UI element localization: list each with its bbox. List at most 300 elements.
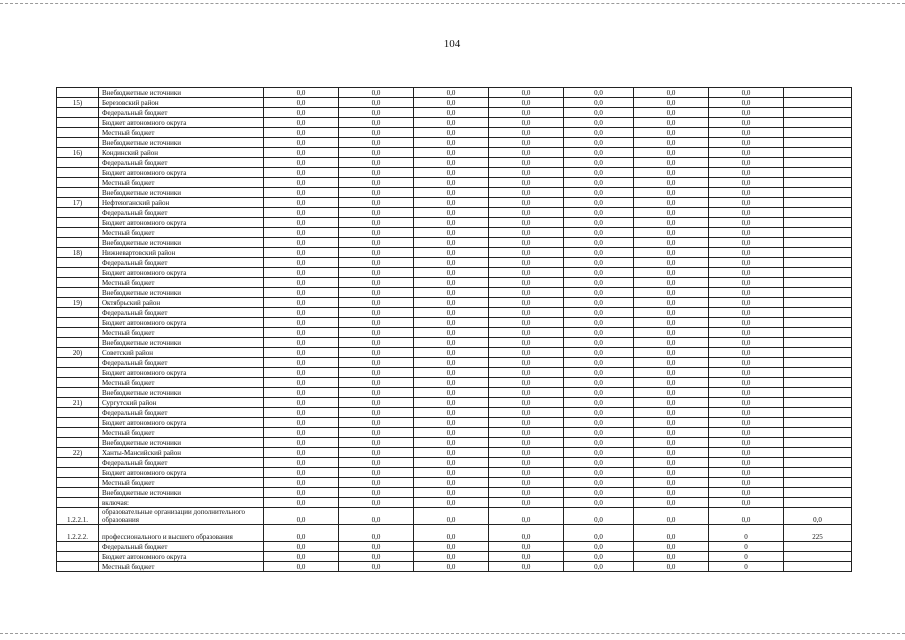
page-number: 104 xyxy=(443,38,461,50)
row-number xyxy=(57,468,99,478)
row-number: 16) xyxy=(57,148,99,158)
value-cell: 0,0 xyxy=(414,288,489,298)
row-number xyxy=(57,418,99,428)
value-cell: 0,0 xyxy=(339,338,414,348)
value-cell: 0,0 xyxy=(564,488,634,498)
row-number xyxy=(57,118,99,128)
value-cell: 0,0 xyxy=(564,478,634,488)
value-cell: 0,0 xyxy=(709,278,784,288)
value-cell xyxy=(784,248,852,258)
value-cell: 0,0 xyxy=(339,508,414,525)
table-row xyxy=(57,418,852,428)
table-row xyxy=(57,228,852,238)
value-cell xyxy=(784,338,852,348)
value-cell: 0,0 xyxy=(564,358,634,368)
value-cell: 0,0 xyxy=(414,258,489,268)
value-cell: 0 xyxy=(709,542,784,552)
value-cell: 0,0 xyxy=(414,448,489,458)
value-cell: 0,0 xyxy=(339,298,414,308)
value-cell: 0,0 xyxy=(414,88,489,98)
value-cell: 0,0 xyxy=(634,298,709,308)
table-row xyxy=(57,98,852,108)
table-row xyxy=(57,198,852,208)
value-cell: 0,0 xyxy=(339,148,414,158)
value-cell: 0,0 xyxy=(264,348,339,358)
value-cell: 0,0 xyxy=(489,358,564,368)
value-cell: 0,0 xyxy=(414,318,489,328)
value-cell xyxy=(784,98,852,108)
budget-table xyxy=(56,87,852,572)
value-cell: 0,0 xyxy=(634,562,709,572)
row-number xyxy=(57,408,99,418)
table-row xyxy=(57,398,852,408)
table-row xyxy=(57,298,852,308)
value-cell: 0,0 xyxy=(264,418,339,428)
value-cell: 0,0 xyxy=(709,118,784,128)
row-label: Внебюджетные источники xyxy=(99,338,264,348)
value-cell: 0,0 xyxy=(564,368,634,378)
value-cell: 0,0 xyxy=(414,308,489,318)
value-cell: 0,0 xyxy=(709,198,784,208)
value-cell: 0,0 xyxy=(414,198,489,208)
value-cell: 0,0 xyxy=(634,542,709,552)
table-row xyxy=(57,188,852,198)
value-cell: 0,0 xyxy=(339,468,414,478)
value-cell xyxy=(784,552,852,562)
table-row xyxy=(57,138,852,148)
row-number xyxy=(57,368,99,378)
value-cell xyxy=(784,178,852,188)
value-cell: 0,0 xyxy=(414,148,489,158)
value-cell: 0,0 xyxy=(489,368,564,378)
value-cell: 0,0 xyxy=(414,128,489,138)
value-cell: 0,0 xyxy=(414,418,489,428)
row-number xyxy=(57,238,99,248)
value-cell: 0,0 xyxy=(634,218,709,228)
table-row xyxy=(57,552,852,562)
table-row xyxy=(57,328,852,338)
value-cell: 0,0 xyxy=(414,98,489,108)
value-cell: 0,0 xyxy=(339,562,414,572)
value-cell: 0,0 xyxy=(634,238,709,248)
value-cell: 0,0 xyxy=(489,448,564,458)
value-cell: 0,0 xyxy=(634,525,709,542)
value-cell: 0,0 xyxy=(634,208,709,218)
value-cell: 0,0 xyxy=(264,218,339,228)
value-cell: 0,0 xyxy=(564,398,634,408)
value-cell: 0,0 xyxy=(709,248,784,258)
value-cell: 0,0 xyxy=(634,428,709,438)
row-label: Внебюджетные источники xyxy=(99,88,264,98)
value-cell: 0,0 xyxy=(264,428,339,438)
value-cell: 0,0 xyxy=(264,248,339,258)
value-cell: 0,0 xyxy=(709,328,784,338)
row-number xyxy=(57,88,99,98)
row-number: 18) xyxy=(57,248,99,258)
value-cell: 0,0 xyxy=(264,258,339,268)
value-cell xyxy=(784,258,852,268)
value-cell: 0,0 xyxy=(564,178,634,188)
row-number xyxy=(57,378,99,388)
value-cell: 0,0 xyxy=(564,188,634,198)
value-cell xyxy=(784,148,852,158)
value-cell: 0,0 xyxy=(564,228,634,238)
value-cell xyxy=(784,368,852,378)
value-cell: 0,0 xyxy=(709,128,784,138)
row-label: Сургутский район xyxy=(99,398,264,408)
value-cell xyxy=(784,378,852,388)
value-cell: 0,0 xyxy=(264,468,339,478)
value-cell xyxy=(784,188,852,198)
value-cell: 0,0 xyxy=(339,288,414,298)
value-cell: 0,0 xyxy=(564,438,634,448)
value-cell: 0,0 xyxy=(634,408,709,418)
value-cell: 0,0 xyxy=(709,438,784,448)
value-cell: 0,0 xyxy=(339,268,414,278)
row-number xyxy=(57,108,99,118)
row-label: Бюджет автономного округа xyxy=(99,168,264,178)
value-cell: 0,0 xyxy=(489,508,564,525)
value-cell xyxy=(784,168,852,178)
value-cell: 0,0 xyxy=(489,288,564,298)
row-number xyxy=(57,208,99,218)
value-cell: 0,0 xyxy=(564,498,634,508)
value-cell: 0,0 xyxy=(634,388,709,398)
value-cell: 0,0 xyxy=(264,498,339,508)
value-cell: 0,0 xyxy=(414,438,489,448)
row-label: Внебюджетные источники xyxy=(99,288,264,298)
value-cell: 0,0 xyxy=(264,318,339,328)
row-label: Бюджет автономного округа xyxy=(99,368,264,378)
value-cell: 0,0 xyxy=(339,378,414,388)
value-cell xyxy=(784,138,852,148)
row-number: 22) xyxy=(57,448,99,458)
value-cell: 0,0 xyxy=(634,118,709,128)
value-cell: 0,0 xyxy=(489,118,564,128)
value-cell: 0,0 xyxy=(264,138,339,148)
value-cell: 0,0 xyxy=(339,328,414,338)
value-cell: 0,0 xyxy=(339,358,414,368)
value-cell: 0,0 xyxy=(339,138,414,148)
value-cell: 0,0 xyxy=(489,188,564,198)
table-row xyxy=(57,348,852,358)
value-cell: 0,0 xyxy=(414,562,489,572)
value-cell: 0,0 xyxy=(564,108,634,118)
value-cell: 0,0 xyxy=(414,158,489,168)
value-cell: 0,0 xyxy=(414,168,489,178)
value-cell: 0,0 xyxy=(489,408,564,418)
value-cell: 0,0 xyxy=(564,168,634,178)
row-number xyxy=(57,478,99,488)
value-cell xyxy=(784,278,852,288)
value-cell: 0,0 xyxy=(564,248,634,258)
value-cell: 0,0 xyxy=(709,98,784,108)
value-cell: 0,0 xyxy=(709,298,784,308)
value-cell: 0,0 xyxy=(709,228,784,238)
value-cell: 0,0 xyxy=(634,478,709,488)
value-cell: 0,0 xyxy=(634,248,709,258)
value-cell: 0,0 xyxy=(264,158,339,168)
row-label: Федеральный бюджет xyxy=(99,208,264,218)
value-cell: 0,0 xyxy=(339,428,414,438)
value-cell: 0,0 xyxy=(489,148,564,158)
value-cell: 0,0 xyxy=(709,468,784,478)
row-label: Внебюджетные источники xyxy=(99,388,264,398)
value-cell: 0,0 xyxy=(414,542,489,552)
value-cell: 0,0 xyxy=(564,552,634,562)
value-cell: 0,0 xyxy=(564,298,634,308)
row-label: Местный бюджет xyxy=(99,228,264,238)
table-row xyxy=(57,508,852,525)
value-cell: 0,0 xyxy=(489,238,564,248)
value-cell xyxy=(784,218,852,228)
value-cell xyxy=(784,128,852,138)
value-cell: 0,0 xyxy=(564,458,634,468)
value-cell: 0,0 xyxy=(564,308,634,318)
value-cell: 0,0 xyxy=(489,158,564,168)
value-cell: 0,0 xyxy=(264,308,339,318)
value-cell: 0,0 xyxy=(414,228,489,238)
row-label: Внебюджетные источники xyxy=(99,238,264,248)
value-cell: 0,0 xyxy=(709,368,784,378)
value-cell: 0,0 xyxy=(414,398,489,408)
value-cell: 0,0 xyxy=(564,158,634,168)
value-cell: 0,0 xyxy=(489,198,564,208)
value-cell: 0,0 xyxy=(709,428,784,438)
table-row xyxy=(57,158,852,168)
value-cell xyxy=(784,438,852,448)
value-cell: 0,0 xyxy=(414,348,489,358)
row-label: Федеральный бюджет xyxy=(99,308,264,318)
value-cell: 0,0 xyxy=(489,438,564,448)
value-cell: 0,0 xyxy=(489,498,564,508)
row-number xyxy=(57,218,99,228)
value-cell: 0,0 xyxy=(339,118,414,128)
table-row xyxy=(57,88,852,98)
value-cell: 0,0 xyxy=(264,525,339,542)
value-cell: 0,0 xyxy=(339,198,414,208)
value-cell: 0,0 xyxy=(709,258,784,268)
value-cell: 0,0 xyxy=(489,88,564,98)
value-cell: 0,0 xyxy=(634,418,709,428)
value-cell: 0,0 xyxy=(564,88,634,98)
value-cell: 0,0 xyxy=(489,298,564,308)
value-cell: 0,0 xyxy=(339,348,414,358)
value-cell: 0,0 xyxy=(414,368,489,378)
table-row xyxy=(57,238,852,248)
row-label: Бюджет автономного округа xyxy=(99,318,264,328)
value-cell: 0,0 xyxy=(709,168,784,178)
table-row xyxy=(57,488,852,498)
row-number: 17) xyxy=(57,198,99,208)
value-cell: 0,0 xyxy=(264,542,339,552)
value-cell xyxy=(784,298,852,308)
value-cell: 0,0 xyxy=(634,378,709,388)
row-number xyxy=(57,318,99,328)
value-cell xyxy=(784,88,852,98)
row-label: включая: xyxy=(99,498,264,508)
value-cell xyxy=(784,108,852,118)
value-cell xyxy=(784,398,852,408)
value-cell: 0,0 xyxy=(709,448,784,458)
value-cell: 0,0 xyxy=(709,208,784,218)
value-cell: 0,0 xyxy=(489,168,564,178)
value-cell: 0,0 xyxy=(564,428,634,438)
row-label: Бюджет автономного округа xyxy=(99,118,264,128)
row-number xyxy=(57,438,99,448)
table-row xyxy=(57,388,852,398)
value-cell: 0,0 xyxy=(634,448,709,458)
value-cell: 0,0 xyxy=(339,498,414,508)
row-label: Бюджет автономного округа xyxy=(99,418,264,428)
value-cell: 0,0 xyxy=(339,248,414,258)
value-cell xyxy=(784,488,852,498)
value-cell: 0,0 xyxy=(489,378,564,388)
value-cell: 0,0 xyxy=(634,328,709,338)
value-cell: 0,0 xyxy=(414,525,489,542)
row-label: Ханты-Мансийский район xyxy=(99,448,264,458)
value-cell: 0,0 xyxy=(489,525,564,542)
row-number xyxy=(57,552,99,562)
table-row xyxy=(57,478,852,488)
value-cell: 0,0 xyxy=(634,488,709,498)
value-cell: 0,0 xyxy=(634,278,709,288)
value-cell: 0,0 xyxy=(339,525,414,542)
row-number: 1.2.2.1. xyxy=(57,508,99,525)
value-cell: 0,0 xyxy=(339,398,414,408)
value-cell: 0,0 xyxy=(264,268,339,278)
table-row xyxy=(57,278,852,288)
value-cell: 0,0 xyxy=(634,168,709,178)
value-cell: 0,0 xyxy=(564,148,634,158)
value-cell: 0,0 xyxy=(709,498,784,508)
value-cell xyxy=(784,288,852,298)
value-cell: 0,0 xyxy=(709,488,784,498)
value-cell: 0,0 xyxy=(709,398,784,408)
value-cell: 0,0 xyxy=(414,268,489,278)
row-label: Федеральный бюджет xyxy=(99,458,264,468)
value-cell: 0,0 xyxy=(634,468,709,478)
value-cell: 0,0 xyxy=(709,178,784,188)
table-row xyxy=(57,318,852,328)
table-row xyxy=(57,308,852,318)
value-cell: 0,0 xyxy=(709,188,784,198)
value-cell xyxy=(784,348,852,358)
value-cell: 0,0 xyxy=(264,178,339,188)
value-cell: 0,0 xyxy=(264,458,339,468)
value-cell: 0,0 xyxy=(564,525,634,542)
row-number xyxy=(57,228,99,238)
value-cell: 0,0 xyxy=(339,458,414,468)
row-number xyxy=(57,288,99,298)
row-number xyxy=(57,388,99,398)
row-label: Советский район xyxy=(99,348,264,358)
value-cell: 0,0 xyxy=(634,268,709,278)
value-cell: 0,0 xyxy=(709,408,784,418)
value-cell: 0,0 xyxy=(264,488,339,498)
value-cell: 0,0 xyxy=(264,562,339,572)
value-cell xyxy=(784,308,852,318)
value-cell: 0,0 xyxy=(709,218,784,228)
value-cell: 0,0 xyxy=(489,328,564,338)
value-cell: 0,0 xyxy=(489,488,564,498)
value-cell: 0,0 xyxy=(264,118,339,128)
value-cell: 0,0 xyxy=(489,338,564,348)
value-cell: 225 xyxy=(784,525,852,542)
value-cell: 0,0 xyxy=(634,348,709,358)
value-cell: 0,0 xyxy=(339,552,414,562)
value-cell: 0,0 xyxy=(414,358,489,368)
value-cell: 0,0 xyxy=(634,258,709,268)
value-cell: 0,0 xyxy=(414,218,489,228)
row-label: Местный бюджет xyxy=(99,128,264,138)
table-row xyxy=(57,438,852,448)
value-cell: 0,0 xyxy=(264,552,339,562)
value-cell: 0,0 xyxy=(634,338,709,348)
value-cell: 0,0 xyxy=(339,218,414,228)
value-cell xyxy=(784,268,852,278)
value-cell: 0,0 xyxy=(264,408,339,418)
value-cell: 0,0 xyxy=(564,348,634,358)
row-number xyxy=(57,338,99,348)
value-cell: 0,0 xyxy=(489,458,564,468)
value-cell xyxy=(784,428,852,438)
value-cell: 0,0 xyxy=(634,98,709,108)
value-cell: 0,0 xyxy=(564,98,634,108)
value-cell: 0,0 xyxy=(564,508,634,525)
value-cell: 0,0 xyxy=(634,438,709,448)
value-cell: 0,0 xyxy=(264,228,339,238)
value-cell: 0,0 xyxy=(414,138,489,148)
value-cell: 0,0 xyxy=(634,288,709,298)
row-number xyxy=(57,428,99,438)
value-cell: 0,0 xyxy=(709,338,784,348)
value-cell xyxy=(784,198,852,208)
value-cell: 0,0 xyxy=(564,542,634,552)
row-label: Бюджет автономного округа xyxy=(99,552,264,562)
value-cell: 0,0 xyxy=(564,288,634,298)
value-cell: 0,0 xyxy=(264,398,339,408)
value-cell: 0,0 xyxy=(264,448,339,458)
value-cell: 0,0 xyxy=(564,418,634,428)
row-label: Местный бюджет xyxy=(99,378,264,388)
row-label: Местный бюджет xyxy=(99,478,264,488)
table-row xyxy=(57,178,852,188)
row-label: Местный бюджет xyxy=(99,278,264,288)
row-label: Внебюджетные источники xyxy=(99,438,264,448)
value-cell: 0,0 xyxy=(634,508,709,525)
value-cell: 0,0 xyxy=(564,378,634,388)
value-cell xyxy=(784,238,852,248)
value-cell xyxy=(784,118,852,128)
row-number xyxy=(57,458,99,468)
value-cell: 0,0 xyxy=(489,128,564,138)
row-number xyxy=(57,158,99,168)
value-cell: 0,0 xyxy=(489,418,564,428)
value-cell: 0,0 xyxy=(264,358,339,368)
table-row xyxy=(57,408,852,418)
value-cell: 0,0 xyxy=(489,468,564,478)
value-cell: 0,0 xyxy=(564,468,634,478)
value-cell: 0,0 xyxy=(564,268,634,278)
value-cell: 0,0 xyxy=(564,258,634,268)
table-row xyxy=(57,208,852,218)
row-number: 1.2.2.2. xyxy=(57,525,99,542)
value-cell: 0,0 xyxy=(414,478,489,488)
value-cell: 0,0 xyxy=(709,108,784,118)
value-cell: 0,0 xyxy=(634,88,709,98)
value-cell: 0,0 xyxy=(709,388,784,398)
